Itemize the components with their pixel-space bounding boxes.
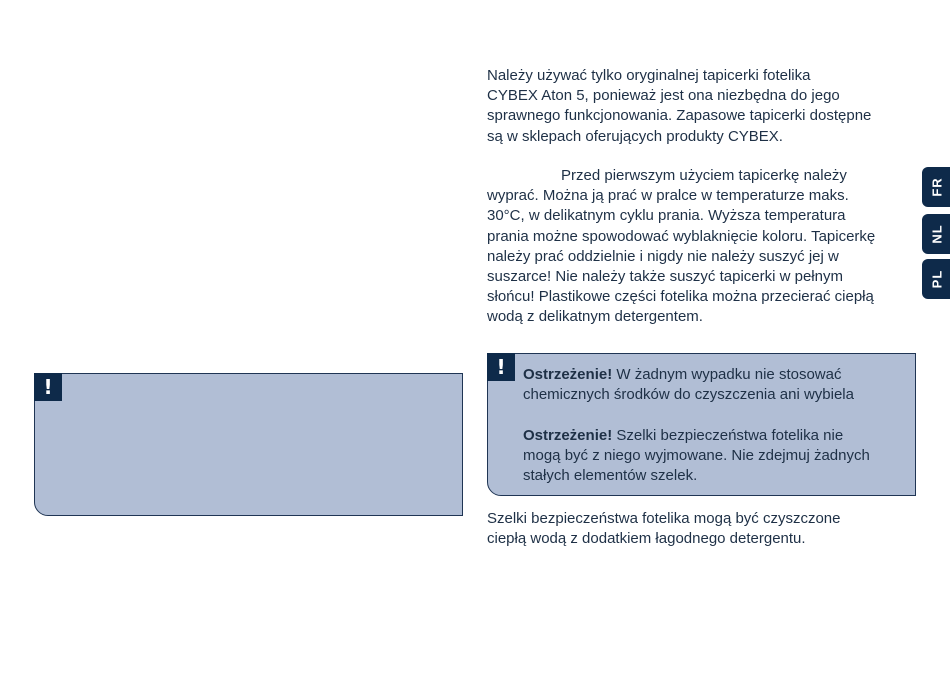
warning-label: Ostrzeżenie! <box>523 426 613 444</box>
warning-box-left <box>34 373 463 516</box>
language-tab-label: NL <box>929 224 945 244</box>
text-line: ciepłą wodą z dodatkiem łagodnego detergentu. <box>487 530 806 548</box>
exclamation-icon: ! <box>487 353 515 381</box>
text-line: CYBEX Aton 5, ponieważ jest ona niezbędna do jego <box>487 87 840 105</box>
warning-line: stałych elementów szelek. <box>523 467 698 484</box>
text-line: sprawnego funkcjonowania. Zapasowe tapicerki dostępne <box>487 107 872 125</box>
text-line: Szelki bezpieczeństwa fotelika mogą być czyszczone <box>487 510 841 527</box>
warning-label: Ostrzeżenie! <box>523 366 613 383</box>
care-paragraph-harness <box>487 509 923 549</box>
language-tab-label: FR <box>929 177 945 197</box>
warning-line: mogą być z niego wyjmowane. Nie zdejmuj żadnych <box>523 446 870 464</box>
warning-text-part: Szelki bezpieczeństwa fotelika nie <box>612 426 844 444</box>
warning-line: chemicznych środków do czyszczenia ani wybiela <box>523 386 854 404</box>
text-line: wodą z delikatnym detergentem. <box>487 308 703 326</box>
text-line: suszarce! Nie należy także suszyć tapicerki w pełnym <box>487 268 843 286</box>
care-paragraph-original-cover <box>487 66 923 147</box>
warning-line <box>523 426 870 446</box>
text-line: prania możne spowodować wyblaknięcie koloru. Tapicerkę <box>487 227 876 245</box>
text-line: są w sklepach oferujących produkty CYBEX. <box>487 127 783 145</box>
language-tab-fr[interactable] <box>922 167 950 207</box>
language-tab-pl[interactable] <box>922 259 950 299</box>
text-line: Należy używać tylko oryginalnej tapicerki fotelika <box>487 67 811 84</box>
text-line: wyprać. Można ją prać w pralce w temperaturze maks. <box>487 187 849 205</box>
exclamation-icon: ! <box>34 373 62 401</box>
spacer <box>523 405 870 425</box>
warning-text <box>523 365 870 486</box>
text-line: słońcu! Plastikowe części fotelika można przecierać ciepłą <box>487 288 874 306</box>
warning-box-right <box>487 353 916 496</box>
warning-line <box>523 365 870 385</box>
language-tab-label: PL <box>929 269 945 289</box>
text-line: Przed pierwszym użyciem tapicerkę należy <box>561 167 847 184</box>
text-line: należy prać oddzielnie i nigdy nie należy suszyć jej w <box>487 247 839 265</box>
text-line: 30°C, w delikatnym cyklu prania. Wyższa temperatura <box>487 207 846 225</box>
language-tab-nl[interactable] <box>922 214 950 254</box>
care-paragraph-washing <box>487 166 923 328</box>
warning-text-part: W żadnym wypadku nie stosować <box>612 366 842 383</box>
